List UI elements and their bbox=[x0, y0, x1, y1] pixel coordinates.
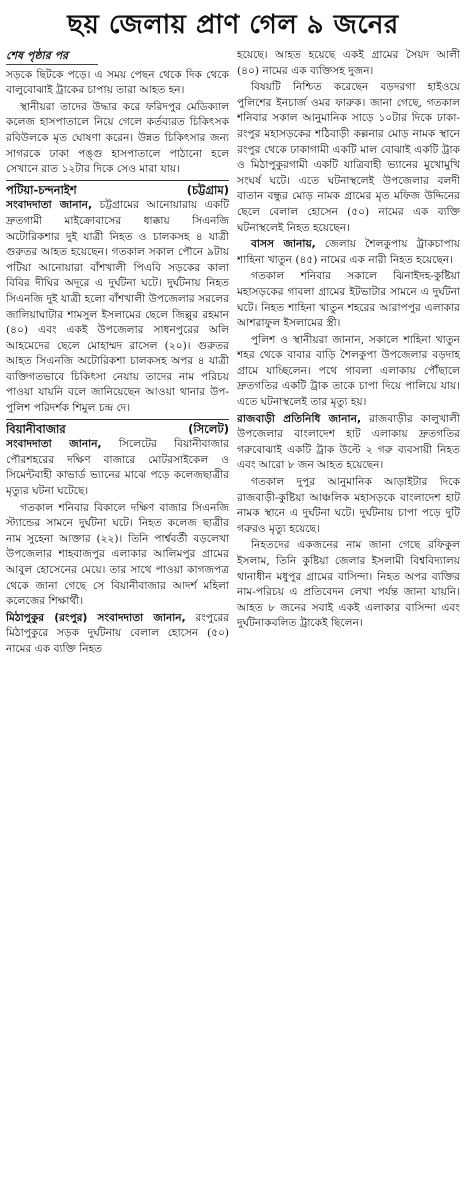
dateline: বাসস জানায়, bbox=[251, 238, 316, 251]
dateline: সংবাদদাতা জানান, bbox=[6, 438, 102, 451]
paragraph: নিহতদের একজনের নাম জানা গেছে রফিকুল ইসলাম, তিনি কুষ্টিয়া জেলার ইসলামী বিশ্ববিদ্যালয় থানাধীন মধুপুর গ্রামের বাসিন্দা। নিহত অপর ব্যক্তির নাম-পরিচয় এ প্রতিবেদন লেখা পর্যন্ত জানা যায়নি। আহত ৮ জনের সবাই একই এলাকার বাসিন্দা এবং দুর্ঘটনাকবলিত ট্রাকেই ছিলেন। bbox=[237, 539, 460, 630]
dateline: রাজবাড়ী প্রতিনিধি জানান, bbox=[237, 412, 361, 425]
section-place: বিয়ানীবাজার bbox=[6, 421, 66, 436]
paragraph-text: সিলেটের বিয়ানীবাজার পৌরশহরের দক্ষিণ বাজারে মোটরসাইকেল ও সিমেন্টবাহী কাভার্ড ভ্যানের মাঝে পড়ে কলেজছাত্রীর মৃত্যুর ঘটনা ঘটেছে। bbox=[6, 438, 229, 498]
paragraph-text: জেলায় শৈলকুপায় ট্রাকচাপায় শাহিনা খাতুন (৪৫) নামের এক নারী নিহত হয়েছেন। bbox=[237, 238, 460, 266]
paragraph: স্থানীয়রা তাদের উদ্ধার করে ফরিদপুর মেডিক্যাল কলেজ হাসপাতালে নিয়ে গেলে কর্তব্যরত চিকিৎসক রবিউলকে মৃত ঘোষণা করেন। উন্নত চিকিৎসার জন্য সাগরকে ঢাকা পঙ্গু হাসপাতালে পাঠানো হলে সেখানে রাত ১২টার দিকে সেও মারা যায়। bbox=[6, 100, 229, 176]
paragraph-text: রাজবাড়ীর কালুখালী উপজেলার বাংলাদেশ হাট এলাকায় দ্রুতগতির গরুবোঝাই একটি ট্রাক উল্টে ২ গরু ব্যবসায়ী নিহত এবং আরো ৮ জন আহত হয়েছেন। bbox=[237, 412, 460, 472]
right-column bbox=[237, 48, 460, 659]
section-region: (চট্টগ্রাম) bbox=[186, 182, 229, 197]
paragraph: গতকাল শনিবার সকালে ঝিনাইদহ-কুষ্টিয়া মহাসড়কের গাবলা গ্রামের ইটভাটার সামনে এ দুর্ঘটনা ঘটে। নিহত শাহিনা খাতুন শহরের আরাপপুর এলাকার আশরাফুল ইসলামের স্ত্রী। bbox=[237, 270, 460, 330]
paragraph: সড়কে ছিটকে পড়ে। এ সময় পেছন থেকে দিক থেকে বালুবোঝাই ট্রাকের চাপায় তারা আহত হন। bbox=[6, 68, 229, 97]
dateline: সংবাদদাতা জানান, bbox=[6, 199, 92, 212]
section-region: (সিলেট) bbox=[188, 421, 229, 436]
article-columns bbox=[6, 48, 460, 659]
section-heading bbox=[6, 419, 229, 438]
continued-from-label: শেষ পৃষ্ঠার পর bbox=[6, 48, 98, 65]
paragraph: হয়েছে। আহত হয়েছে একই গ্রামের সৈয়দ আলী (৪০) নামের এক ব্যক্তিসহ দুজন। bbox=[237, 49, 460, 77]
paragraph: পুলিশ ও স্থানীয়রা জানান, সকালে শাহিনা খাতুন শহর থেকে বাবার বাড়ি শৈলকুপা উপজেলার বড়দাহ গ্রামে যাচ্ছিলেন। পথে গাবলা এলাকায় পৌঁছালে দ্রুতগতির একটি ট্রাক তাকে চাপা দিয়ে পালিয়ে যায়। এতে ঘটনাস্থলেই তার মৃত্যু হয়। bbox=[237, 333, 460, 409]
left-column bbox=[6, 48, 229, 659]
paragraph bbox=[6, 198, 229, 416]
paragraph: গতকাল দুপুর আনুমানিক আড়াইটার দিকে রাজবাড়ী-কুষ্টিয়া আঞ্চলিক মহাসড়কে বাংলাদেশ হাট নামক স্থানে এ দুর্ঘটনা ঘটে। দুর্ঘটনায় চাপা পড়ে দুটি গরুরও মৃত্যু হয়েছে। bbox=[237, 476, 460, 535]
paragraph bbox=[237, 412, 460, 474]
dateline: মিঠাপুকুর (রংপুর) সংবাদদাতা জানান, bbox=[6, 611, 186, 624]
paragraph bbox=[237, 237, 460, 268]
paragraph-text: চট্টগ্রামের আনোয়ারায় একটি দ্রুতগামী মাইক্রোবাসের ধাক্কায় সিএনজি অটোরিকশার দুই যাত্রী নিহত ও চালকসহ ৪ যাত্রী গুরুতর আহত হয়েছেন। গতকাল সকাল পৌনে ৯টায় পটিয়া আনোয়ারা বাঁশখালী পিএবি সড়কের কালা বিবির দীঘির অদূরে এ দুর্ঘটনা ঘটে। দুর্ঘটনায় নিহত সিএনজি দুই যাত্রী হলো বাঁশখালী উপজেলার সরলের জালিয়াঘাটার শামসুল ইসলামের ছেলে জিল্লুর রহমান (৪০) এবং একই উপজেলার সাধনপুরের অলি আহমেদের ছেলে মোহাম্মদ রাসেল (২০)। গুরুতর আহত সিএনজি অটোরিকশা চালকসহ অপর ৪ যাত্রী ব্যক্তিগতভাবে চিকিৎসা নেয়ায় তাদের নাম পরিচয় পাওয়া যায়নি বলে জানিয়েছেন আওয়া থানার উপ-পুলিশ পরিদর্শক শিমুল চন্দ্র দে। bbox=[6, 199, 229, 415]
paragraph bbox=[6, 437, 229, 499]
article-headline: ছয় জেলায় প্রাণ গেল ৯ জনের bbox=[67, 10, 399, 40]
paragraph bbox=[6, 611, 229, 658]
paragraph-text: রংপুরের মিঠাপুকুরে সড়ক দুর্ঘটনায় বেলাল হোসেন (৫০) নামের এক ব্যক্তি নিহত bbox=[6, 611, 229, 655]
section-heading bbox=[6, 180, 229, 199]
section-place: পটিয়া-চন্দনাইশ bbox=[6, 182, 77, 197]
paragraph: গতকাল শনিবার বিকালে দক্ষিণ বাজার সিএনজি স্ট্যান্ডের সামনে দুর্ঘটনা ঘটে। নিহত কলেজ ছাত্রীর নাম সুহেনা আক্তার (২২)। তিনি পার্শ্ববর্তী বড়লেখা উপজেলার শাহবাজপুর এলাকার আলিমপুর গ্রামের আবুল হোসেনের মেয়ে। তার সাথে পাওয়া কাগজপত্র থেকে জানা গেছে সে বিয়ানীবাজার আদর্শ মহিলা কলেজের শিক্ষার্থী। bbox=[6, 501, 229, 608]
paragraph: বিষয়টি নিশ্চিত করেছেন বড়দরগা হাইওয়ে পুলিশের ইনচার্জ ওমর ফারুক। জানা গেছে, গতকাল শনিবার সকাল আনুমানিক সাড়ে ১০টার দিকে ঢাকা-রংপুর মহাসড়কের শঠিবাড়ী কল্লনার মোড় নামক স্থানে রংপুর থেকে ঢাকাগামী একটি মাল বোঝাই একটি ট্রাক ও মিঠাপুকুরগামী একটি যাত্রিবাহী ভ্যানের মুখোমুখি সংঘর্ষ ঘটে। এতে ঘটনাস্থলেই উপজেলার বলদী বাতান বন্ধুর মোড় নামক গ্রামের মৃত মফিজ উদ্দিনের ছেলে বেলাল হোসেন (৫০) নামের এক ব্যক্তি ঘটনাস্থলেই নিহত হয়েছেন। bbox=[237, 81, 460, 234]
